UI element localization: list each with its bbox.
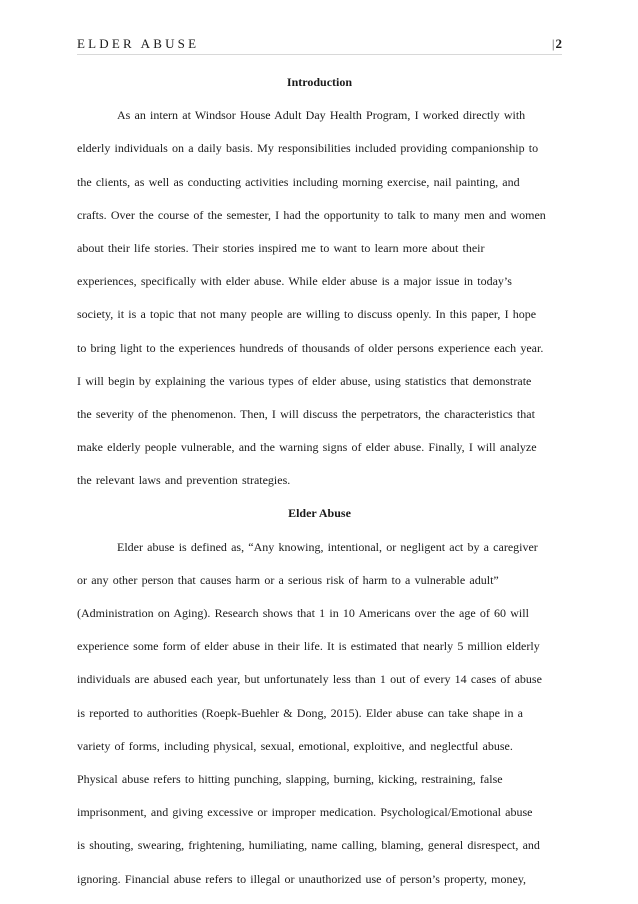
running-title: ELDER ABUSE (77, 36, 200, 51)
text-line: Elder abuse is defined as, “Any knowing, intentional, or negligent act by a caregiver (117, 539, 538, 554)
text-line: variety of forms, including physical, sexual, emotional, exploitive, and neglectful abuse. (77, 738, 513, 753)
text-line: (Administration on Aging). Research shows that 1 in 10 Americans over the age of 60 will (77, 606, 529, 620)
text-line: society, it is a topic that not many people are willing to discuss openly. In this paper, I hope (77, 307, 537, 322)
text-line: or any other person that causes harm or a serious risk of harm to a vulnerable adult” (77, 572, 499, 587)
text-line: I will begin by explaining the various types of elder abuse, using statistics that demonstrate (77, 373, 532, 388)
text-line: experience some form of elder abuse in their life. It is estimated that nearly 5 million elderly (77, 639, 540, 654)
text-line: elderly individuals on a daily basis. My responsibilities included providing companionship to (77, 141, 539, 156)
text-line: about their life stories. Their stories inspired me to want to learn more about their (77, 240, 485, 255)
text-line: imprisonment, and giving excessive or improper medication. Psychological/Emotional abuse (77, 805, 533, 820)
text-line: individuals are abused each year, but unfortunately less than 1 out of every 14 cases of abuse (77, 672, 542, 687)
text-line: the relevant laws and prevention strategies. (77, 473, 291, 488)
text-line: is reported to authorities (Roepk-Buehler & Dong, 2015). Elder abuse can take shape in a (77, 705, 524, 720)
text-line: is shouting, swearing, frightening, humiliating, name calling, blaming, general disrespect, and (77, 838, 540, 853)
paragraph-introduction (77, 99, 562, 497)
section-heading-introduction: Introduction (286, 75, 353, 89)
page-separator: | (551, 36, 555, 51)
running-header (77, 36, 562, 55)
text-line: to bring light to the experiences hundreds of thousands of older persons experience each year. (77, 340, 544, 355)
text-line: the severity of the phenomenon. Then, I will discuss the perpetrators, the characteristics that (77, 406, 535, 421)
section-heading-elder-abuse: Elder Abuse (288, 506, 351, 521)
text-line: As an intern at Windsor House Adult Day Health Program, I worked directly with (117, 108, 526, 123)
document-body (77, 66, 562, 896)
text-line: crafts. Over the course of the semester, I had the opportunity to talk to many men and women (77, 207, 546, 222)
text-line: Physical abuse refers to hitting punching, slapping, burning, kicking, restraining, false (77, 771, 503, 786)
text-line: the clients, as well as conducting activities including morning exercise, nail painting, and (77, 174, 520, 189)
paragraph-elder-abuse (77, 531, 562, 896)
text-line: ignoring. Financial abuse refers to illegal or unauthorized use of person’s property, money, (77, 871, 527, 886)
text-line: make elderly people vulnerable, and the warning signs of elder abuse. Finally, I will analyze (77, 440, 537, 455)
text-line: experiences, specifically with elder abuse. While elder abuse is a major issue in today’s (77, 274, 512, 289)
page-number: 2 (555, 36, 562, 51)
page-number-block (552, 36, 562, 52)
